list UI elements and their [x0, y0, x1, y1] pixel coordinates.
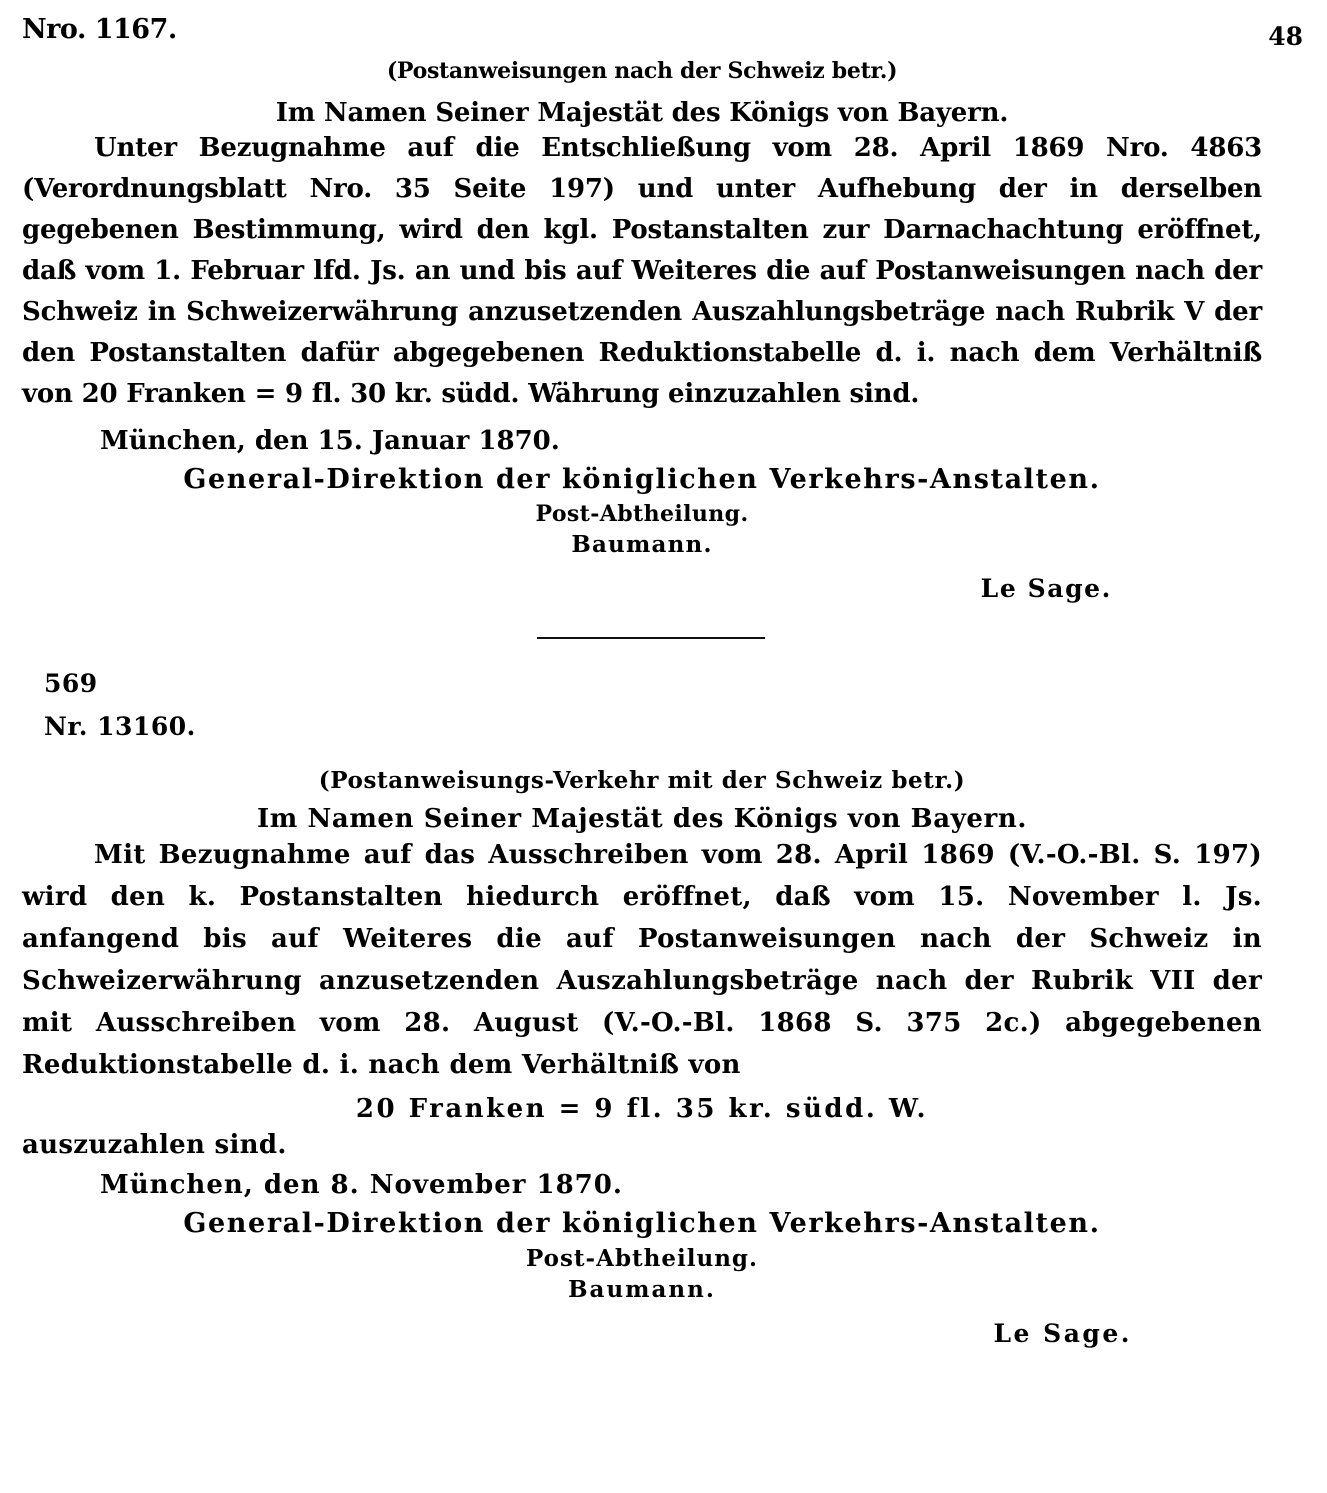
section-body-tail: auszuzahlen sind.: [22, 1130, 287, 1161]
document-content: [22, 58, 1280, 1348]
signature-le-sage: Le Sage.: [993, 1319, 1132, 1349]
place-and-date: München, den 8. November 1870.: [100, 1170, 623, 1201]
section-proclamation: Im Namen Seiner Majestät des Königs von Bayern.: [256, 803, 1028, 834]
section-13160: [22, 669, 1262, 1349]
section-proclamation: Im Namen Seiner Majestät des Königs von Bayern.: [275, 98, 1009, 128]
section-body-paragraph: Mit Bezugnahme auf das Ausschreiben vom 28. April 1869 (V.-O.-Bl. S. 197) wird den k. Postanstalten hiedurch eröffnet, daß vom 15. November l. Js. anfangend bis auf Weiteres die auf Postanweisungen nach der Schweiz in Schweizerwährung anzusetzenden Auszahlungsbeträge nach der Rubrik VII der mit Ausschreiben vom 28. August (V.-O.-Bl. 1868 S. 375 2c.) abgegebenen Reduktionstabelle d. i. nach dem Verhältniß von: [22, 839, 1262, 1081]
issuing-authority: General-Direktion der königlichen Verkehrs-Anstalten.: [183, 1208, 1101, 1240]
document-number-second: Nr. 13160.: [44, 711, 196, 741]
section-divider: [22, 637, 1280, 639]
horizontal-rule-icon: [537, 637, 765, 639]
section-body-paragraph: Unter Bezugnahme auf die Entschließung vom 28. April 1869 Nro. 4863 (Verordnungsblatt Nro. 35 Seite 197) und unter Aufhebung der in derselben gegebenen Bestimmung, wird den kgl. Postanstalten zur Darnachachtung eröffnet, daß vom 1. Februar lfd. Js. an und bis auf Weiteres die auf Postanweisungen nach der Schweiz in Schweizerwährung anzusetzenden Auszahlungsbeträge nach Rubrik V der den Postanstalten dafür abgegebenen Reduktionstabelle d. i. nach dem Verhältniß von 20 Franken = 9 fl. 30 kr. südd. Währung einzuzahlen sind.: [22, 133, 1262, 410]
section-subject-line: (Postanweisungen nach der Schweiz betr.): [386, 58, 898, 84]
page-number: 48: [1268, 22, 1303, 51]
department-name: Post-Abtheilung.: [535, 500, 749, 527]
folio-number: 569: [44, 668, 98, 698]
section-subject-line: (Postanweisungs-Verkehr mit der Schweiz betr.): [318, 766, 966, 794]
conversion-formula: 20 Franken = 9 fl. 35 kr. südd. W.: [355, 1094, 929, 1125]
signature-baumann: Baumann.: [571, 530, 713, 558]
department-name: Post-Abtheilung.: [525, 1245, 759, 1273]
signature-le-sage: Le Sage.: [980, 573, 1112, 603]
section-1167: [22, 58, 1262, 603]
issuing-authority: General-Direktion der königlichen Verkehrs-Anstalten.: [183, 463, 1101, 495]
signature-baumann: Baumann.: [568, 1276, 716, 1304]
document-number-top: Nro. 1167.: [22, 14, 177, 45]
page-header: [0, 14, 1327, 54]
place-and-date: München, den 15. Januar 1870.: [100, 425, 560, 456]
